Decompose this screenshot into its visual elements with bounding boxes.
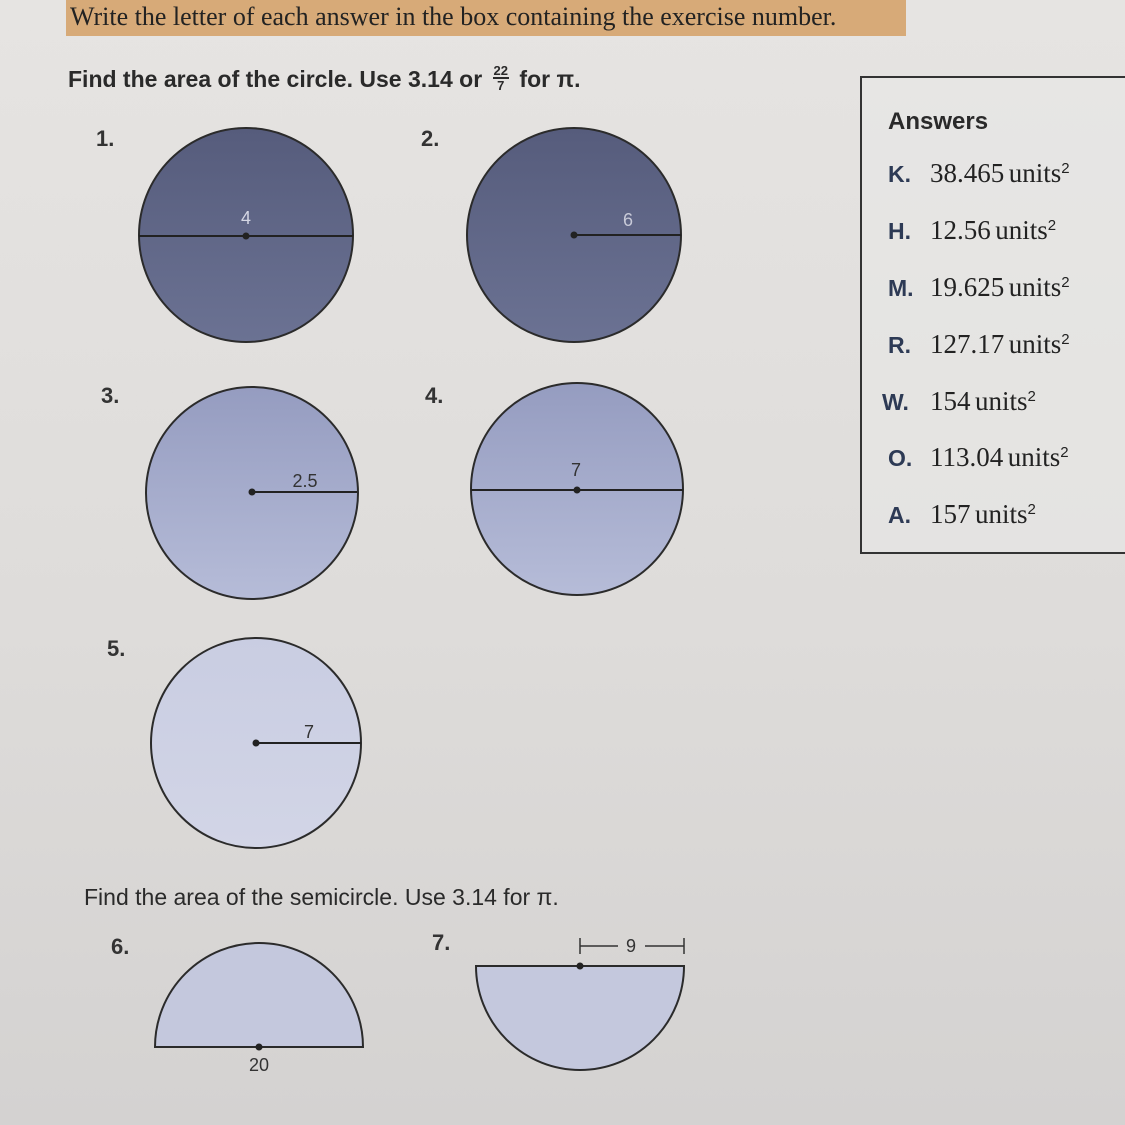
exercise-1-number: 1. — [96, 126, 115, 151]
answer-value: 12.56 — [930, 215, 991, 245]
answer-value: 127.17 — [930, 329, 1005, 359]
answers-title: Answers — [888, 108, 989, 135]
circle-1-center — [243, 233, 250, 240]
answer-row — [888, 329, 1070, 360]
answer-row — [888, 442, 1069, 473]
squared-exponent: 2 — [1060, 443, 1069, 461]
exercise-5-number: 5. — [107, 636, 126, 661]
semicircle-6-center — [256, 1044, 263, 1051]
answer-letter: H. — [888, 218, 911, 244]
circle-1-label: 4 — [240, 208, 252, 228]
answer-unit: units — [974, 499, 1028, 529]
exercise-2-number: 2. — [421, 126, 440, 151]
instruction-text: Write the letter of each answer in the box containing the exercise number. — [70, 2, 837, 31]
answer-unit: units — [1008, 158, 1062, 188]
answer-letter: A. — [888, 502, 911, 528]
circle-3-center — [249, 489, 256, 496]
squared-exponent: 2 — [1061, 159, 1070, 177]
circle-exercise-5 — [151, 638, 361, 848]
squared-exponent: 2 — [1027, 387, 1036, 405]
circle-2-label: 6 — [622, 210, 634, 230]
squared-exponent: 2 — [1061, 330, 1070, 348]
answer-unit: units — [995, 215, 1048, 245]
answer-letter: R. — [888, 332, 911, 358]
fraction-denominator: 7 — [497, 77, 505, 93]
answers-panel — [860, 76, 1125, 554]
exercise-7-number: 7. — [432, 930, 451, 955]
exercise-6-number: 6. — [111, 934, 130, 959]
circle-exercise-1 — [139, 128, 353, 342]
answer-letter: W. — [882, 389, 909, 415]
answer-unit: units — [1008, 329, 1062, 359]
semicircle-7-shape — [476, 966, 684, 1070]
answer-value: 38.465 — [930, 158, 1005, 188]
semicircle-6-label: 20 — [248, 1055, 270, 1075]
semicircle-6-shape — [155, 943, 363, 1047]
semicircle-7-center — [577, 963, 584, 970]
answer-unit: units — [974, 386, 1028, 416]
semicircle-section-heading: Find the area of the semicircle. Use 3.14 for π. — [84, 884, 559, 910]
answer-row — [888, 158, 1070, 189]
answer-row — [888, 499, 1036, 530]
answer-letter: M. — [888, 275, 914, 301]
answer-letter: K. — [888, 161, 911, 187]
circle-3-label: 2.5 — [292, 471, 318, 491]
circle-exercise-2 — [467, 128, 681, 342]
answer-value: 113.04 — [930, 442, 1004, 472]
circle-exercise-3 — [146, 387, 358, 599]
answer-row — [888, 272, 1070, 303]
squared-exponent: 2 — [1027, 500, 1036, 518]
circle-heading-prefix: Find the area of the circle. Use 3.14 or — [68, 66, 483, 92]
circle-exercise-4 — [471, 383, 683, 595]
answer-row — [882, 386, 1036, 417]
circle-4-label: 7 — [570, 460, 582, 480]
squared-exponent: 2 — [1061, 273, 1070, 291]
answer-unit: units — [1008, 272, 1062, 302]
answer-value: 19.625 — [930, 272, 1005, 302]
squared-exponent: 2 — [1047, 216, 1057, 234]
answer-value: 154 — [930, 386, 971, 416]
exercise-3-number: 3. — [101, 383, 120, 408]
circle-heading-suffix: for π. — [519, 66, 581, 92]
exercise-4-number: 4. — [425, 383, 444, 408]
circle-5-center — [253, 740, 260, 747]
answer-letter: O. — [888, 445, 913, 471]
semicircle-7-label: 9 — [625, 936, 637, 956]
circle-2-center — [571, 232, 578, 239]
semicircle-exercise-7 — [476, 936, 684, 1070]
answer-unit: units — [1007, 442, 1061, 472]
semicircle-exercise-6 — [155, 943, 363, 1075]
circle-5-label: 7 — [303, 722, 315, 742]
answer-value: 157 — [930, 499, 971, 529]
circle-4-center — [574, 487, 581, 494]
answer-row — [888, 215, 1056, 246]
fraction-numerator: 22 — [493, 62, 509, 78]
